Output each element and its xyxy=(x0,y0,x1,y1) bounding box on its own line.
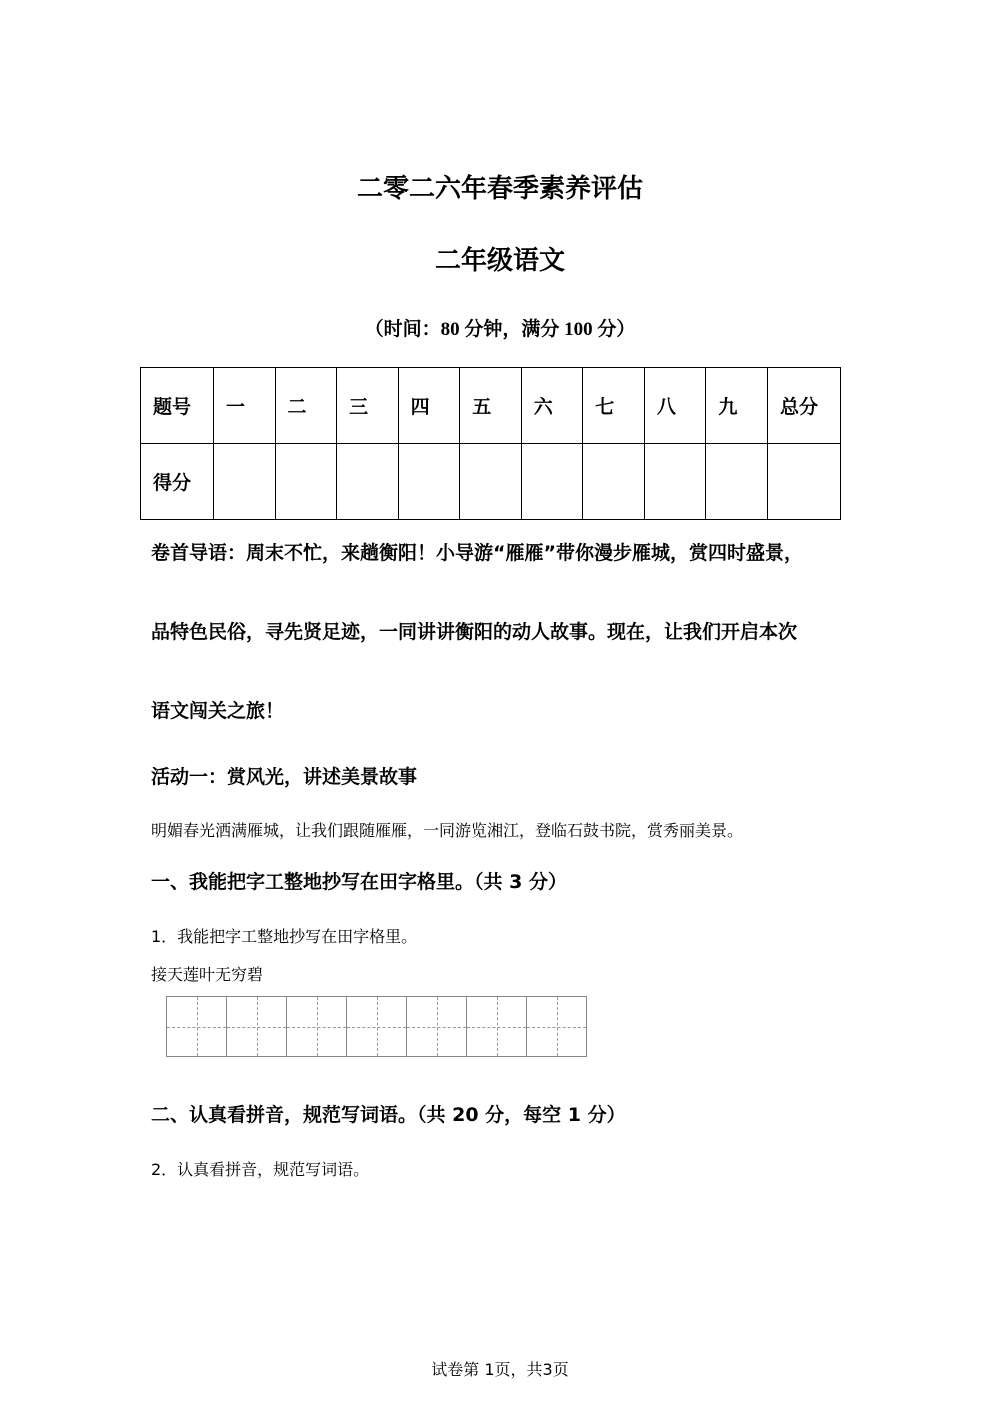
tianzige-cell[interactable] xyxy=(226,996,287,1057)
intro-line-2: 品特色民俗，寻先贤足迹，一同讲讲衡阳的动人故事。现在，让我们开启本次 xyxy=(151,621,798,643)
tianzige-cell[interactable] xyxy=(406,996,467,1057)
score-cell[interactable] xyxy=(768,444,841,520)
exam-title: 二零二六年春季素养评估 xyxy=(356,174,643,204)
score-cell[interactable] xyxy=(460,444,522,520)
activity-description: 明媚春光洒满雁城，让我们跟随雁雁，一同游览湘江，登临石鼓书院，赏秀丽美景。 xyxy=(151,821,744,840)
header-cell: 题号 xyxy=(141,368,214,444)
copy-text: 接天莲叶无穷碧 xyxy=(151,965,264,984)
score-cell[interactable] xyxy=(214,444,276,520)
intro-line-1: 卷首导语：周末不忙，来趟衡阳！小导游“雁雁”带你漫步雁城，赏四时盛景， xyxy=(151,542,803,564)
activity-title: 活动一：赏风光，讲述美景故事 xyxy=(151,766,418,788)
intro-line-3: 语文闯关之旅！ xyxy=(151,700,285,722)
score-cell[interactable] xyxy=(275,444,337,520)
header-cell: 二 xyxy=(275,368,337,444)
tianzige-cell[interactable] xyxy=(466,996,527,1057)
exam-time-info: （时间：80 分钟，满分 100 分） xyxy=(364,319,636,340)
score-cell[interactable] xyxy=(337,444,399,520)
tianzige-cell[interactable] xyxy=(346,996,407,1057)
header-cell: 一 xyxy=(214,368,276,444)
tianzige-grid xyxy=(166,996,587,1057)
part1-question: 1．我能把字工整地抄写在田字格里。 xyxy=(151,927,418,946)
header-cell: 五 xyxy=(460,368,522,444)
tianzige-cell[interactable] xyxy=(286,996,347,1057)
score-table-score-row xyxy=(141,444,841,520)
part1-heading: 一、我能把字工整地抄写在田字格里。（共 3 分） xyxy=(151,871,567,893)
score-cell[interactable] xyxy=(398,444,460,520)
header-cell: 总分 xyxy=(768,368,841,444)
score-cell[interactable] xyxy=(644,444,706,520)
header-cell: 九 xyxy=(706,368,768,444)
score-table-header-row xyxy=(141,368,841,444)
score-table xyxy=(140,367,841,520)
exam-subject: 二年级语文 xyxy=(434,246,565,276)
score-cell[interactable] xyxy=(583,444,645,520)
part2-question: 2．认真看拼音，规范写词语。 xyxy=(151,1160,370,1179)
tianzige-cell[interactable] xyxy=(166,996,227,1057)
header-cell: 六 xyxy=(521,368,583,444)
header-cell: 三 xyxy=(337,368,399,444)
header-cell: 八 xyxy=(644,368,706,444)
tianzige-cell[interactable] xyxy=(526,996,587,1057)
header-cell: 七 xyxy=(583,368,645,444)
header-cell: 四 xyxy=(398,368,460,444)
score-row-label: 得分 xyxy=(141,444,214,520)
score-cell[interactable] xyxy=(706,444,768,520)
part2-heading: 二、认真看拼音，规范写词语。（共 20 分，每空 1 分） xyxy=(151,1104,626,1126)
page-footer: 试卷第 1页，共3页 xyxy=(431,1360,569,1379)
score-cell[interactable] xyxy=(521,444,583,520)
